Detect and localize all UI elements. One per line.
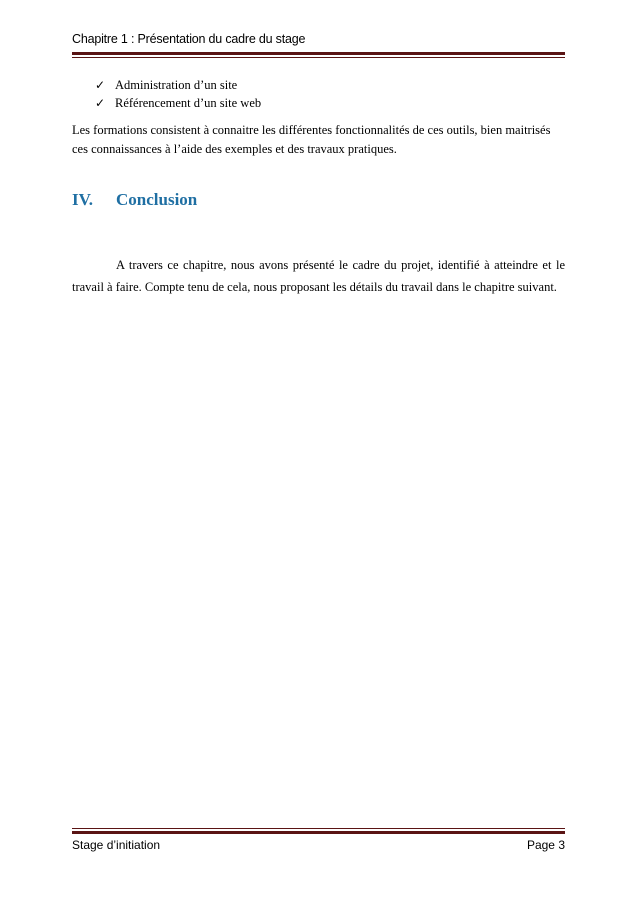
page-number: Page 3 [526,838,565,852]
section-title: Conclusion [116,190,198,209]
list-item [95,76,261,94]
body-paragraph: Les formations consistent à connaitre les différentes fonctionnalités de ces outils, bien maitrisés ces connaissances à l’aide des exemples et des travaux pratiques. [72,123,551,156]
header-rule-thick [72,52,565,55]
footer-rule-thin [72,828,565,829]
list-item [95,94,261,112]
header-rule-thin [72,57,565,58]
conclusion-paragraph: A travers ce chapitre, nous avons présenté le cadre du projet, identifié à atteindre et le travail à faire. Compte tenu de cela, nous proposant les détails du travail dans le chapitre suivant. [72,258,565,294]
footer-title: Stage d’initiation [72,838,161,852]
list-item-text: Référencement d’un site web [115,96,262,110]
checklist [95,76,261,112]
check-icon: ✓ [95,96,106,110]
list-item-text: Administration d’un site [115,78,238,92]
page-header-title: Chapitre 1 : Présentation du cadre du stage [72,32,306,46]
section-heading [72,190,197,210]
footer-rule-thick [72,831,565,834]
section-number: IV. [72,190,93,209]
check-icon: ✓ [95,78,106,92]
